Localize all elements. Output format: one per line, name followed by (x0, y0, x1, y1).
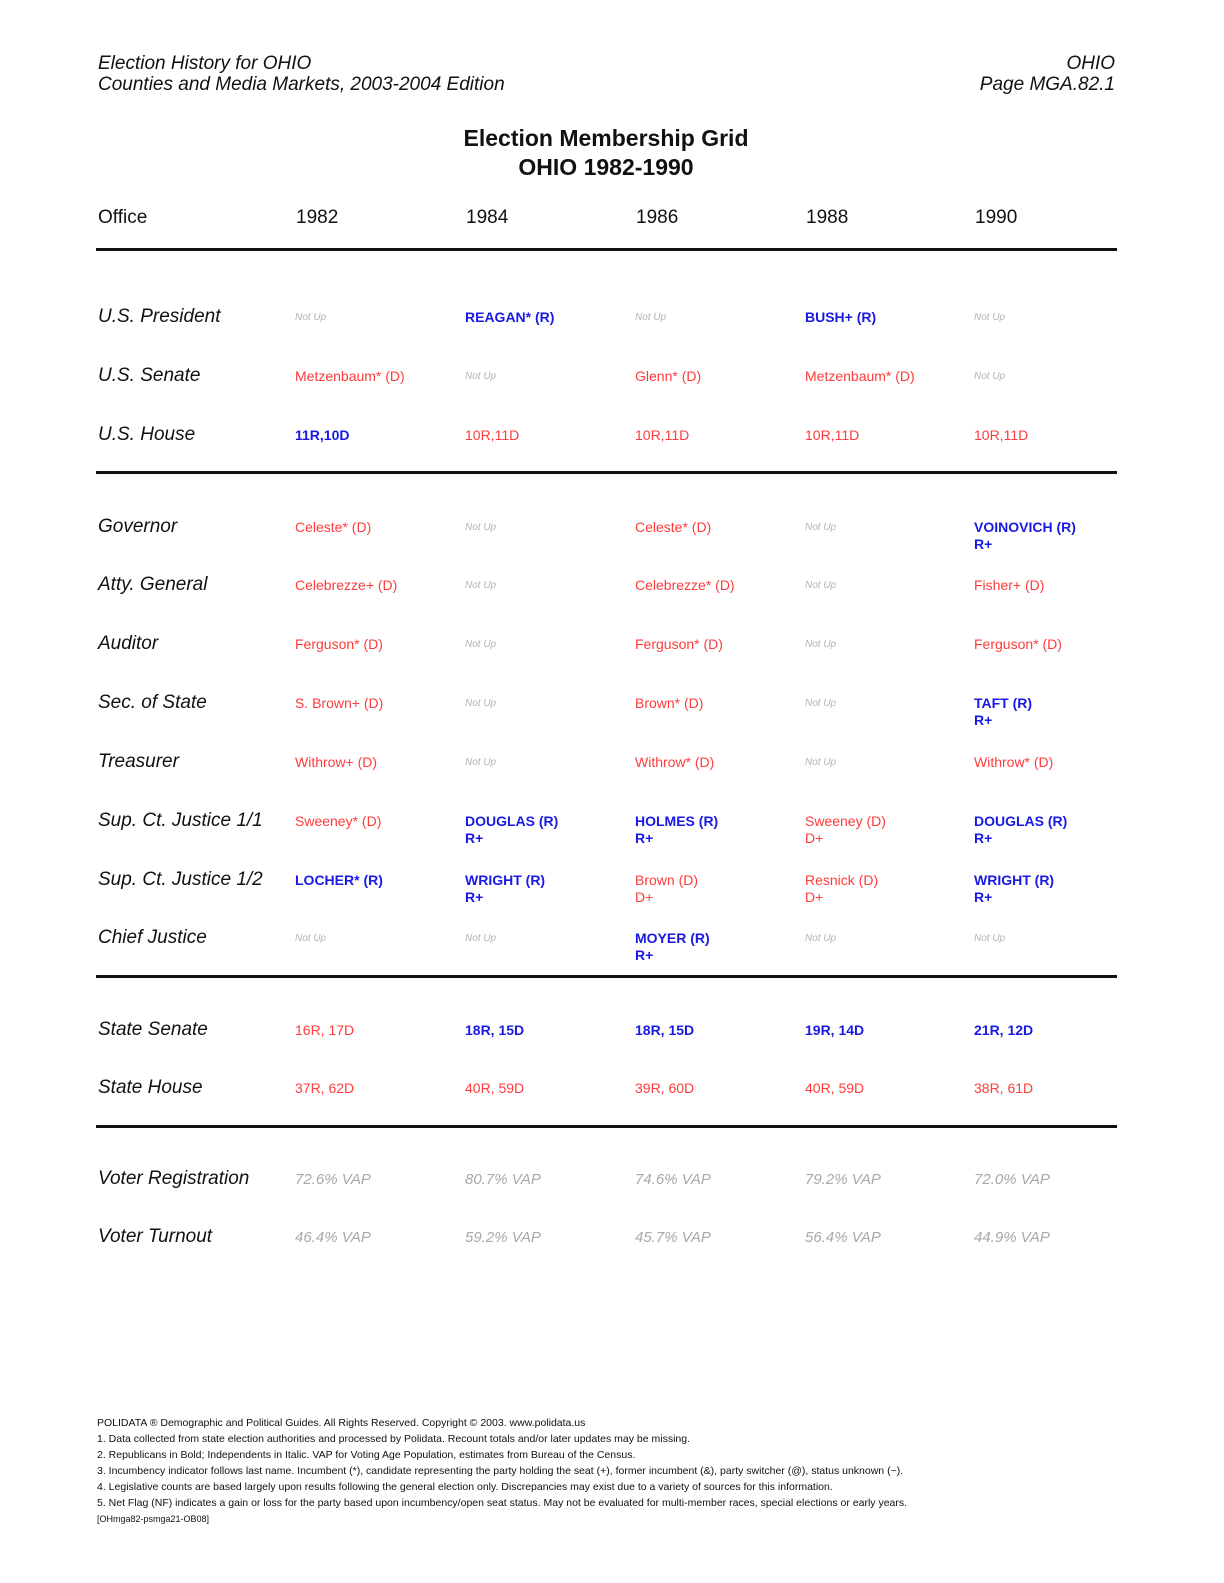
cell-senate-1990 (974, 368, 1005, 385)
cell-result: 16R, 17D (295, 1022, 355, 1038)
cell-result: Celeste* (D) (635, 519, 712, 535)
cell-result: Not Up (805, 580, 837, 591)
row-label-chief-justice: Chief Justice (98, 927, 207, 948)
cell-result: 18R, 15D (635, 1022, 695, 1038)
cell-result: 38R, 61D (974, 1080, 1034, 1096)
cell-net-flag: D+ (635, 889, 654, 905)
column-header-1988: 1988 (806, 207, 849, 228)
cell-result: VOINOVICH (R) (974, 519, 1076, 535)
cell-result: 40R, 59D (805, 1080, 865, 1096)
row-label-house: U.S. House (98, 424, 196, 445)
row-label-president: U.S. President (98, 306, 221, 327)
cell-treasurer-1986 (635, 754, 714, 771)
cell-net-flag: R+ (635, 947, 654, 963)
cell-state-house-1990 (974, 1080, 1033, 1097)
cell-net-flag: D+ (805, 830, 824, 846)
cell-voter-turnout-1982 (295, 1229, 371, 1246)
header-subtitle: Counties and Media Markets, 2003-2004 Edition (98, 74, 505, 95)
header-title: Election History for OHIO (98, 53, 312, 74)
cell-net-flag: R+ (465, 830, 484, 846)
cell-senate-1986 (635, 368, 701, 385)
cell-result: Resnick (D) (805, 872, 879, 888)
cell-result: TAFT (R) (974, 695, 1033, 711)
cell-result: Brown* (D) (635, 695, 704, 711)
cell-net-flag: R+ (974, 536, 993, 552)
cell-result: Not Up (465, 522, 497, 533)
cell-result: 18R, 15D (465, 1022, 525, 1038)
cell-governor-1984 (465, 519, 496, 536)
cell-net-flag: R+ (635, 830, 654, 846)
header-page-number: Page MGA.82.1 (979, 74, 1115, 95)
cell-result: Sweeney* (D) (295, 813, 382, 829)
cell-result: 45.7% VAP (635, 1229, 711, 1246)
cell-justice-1-2-1982 (295, 872, 383, 889)
cell-result: 11R,10D (295, 427, 350, 443)
cell-result: 21R, 12D (974, 1022, 1034, 1038)
cell-result: 10R,11D (974, 427, 1029, 443)
cell-justice-1-2-1988 (805, 872, 878, 906)
cell-voter-registration-1988 (805, 1171, 881, 1188)
cell-sec-state-1986 (635, 695, 703, 712)
cell-treasurer-1984 (465, 754, 496, 771)
cell-justice-1-1-1986 (635, 813, 718, 847)
row-label-justice-1-2: Sup. Ct. Justice 1/2 (98, 869, 263, 890)
cell-result: 44.9% VAP (974, 1229, 1050, 1246)
cell-result: Not Up (805, 757, 837, 768)
cell-voter-registration-1990 (974, 1171, 1050, 1188)
cell-result: Not Up (974, 371, 1006, 382)
cell-voter-turnout-1988 (805, 1229, 881, 1246)
cell-state-house-1984 (465, 1080, 524, 1097)
cell-result: Not Up (974, 312, 1006, 323)
document-header-right (980, 53, 1115, 95)
footnote-5: 5. Net Flag (NF) indicates a gain or loss for the party based upon incumbency/open seat status. May not be evaluated for multi-member races, special elections or early years. (97, 1497, 908, 1509)
cell-justice-1-1-1988 (805, 813, 886, 847)
column-header-1986: 1986 (636, 207, 679, 228)
cell-net-flag: R+ (974, 889, 993, 905)
cell-voter-registration-1984 (465, 1171, 541, 1188)
cell-result: Sweeney (D) (805, 813, 886, 829)
cell-atty-general-1982 (295, 577, 397, 594)
cell-net-flag: R+ (974, 712, 993, 728)
cell-sec-state-1990 (974, 695, 1032, 729)
cell-result: 80.7% VAP (465, 1171, 541, 1188)
cell-atty-general-1984 (465, 577, 496, 594)
cell-result: HOLMES (R) (635, 813, 719, 829)
cell-net-flag: R+ (465, 889, 484, 905)
cell-result: 72.0% VAP (974, 1171, 1050, 1188)
cell-president-1984 (465, 309, 554, 326)
cell-result: BUSH+ (R) (805, 309, 877, 325)
cell-result: Not Up (465, 757, 497, 768)
cell-president-1986 (635, 309, 666, 326)
cell-state-senate-1990 (974, 1022, 1033, 1039)
cell-result: Not Up (465, 933, 497, 944)
row-label-senate: U.S. Senate (98, 365, 201, 386)
cell-auditor-1982 (295, 636, 383, 653)
federal-section-divider (96, 471, 1117, 474)
row-label-justice-1-1: Sup. Ct. Justice 1/1 (98, 810, 263, 831)
cell-house-1984 (465, 427, 519, 444)
footnote-3: 3. Incumbency indicator follows last name. Incumbent (*), candidate representing the party holding the seat (+), former incumbent (&), party switcher (@), status unknown (~). (97, 1465, 904, 1477)
cell-result: MOYER (R) (635, 930, 710, 946)
cell-result: 46.4% VAP (295, 1229, 371, 1246)
cell-result: 59.2% VAP (465, 1229, 541, 1246)
row-label-auditor: Auditor (98, 633, 159, 654)
header-state: OHIO (1066, 53, 1115, 74)
cell-result: S. Brown+ (D) (295, 695, 384, 711)
cell-result: Fisher+ (D) (974, 577, 1045, 593)
cell-result: 79.2% VAP (805, 1171, 881, 1188)
cell-treasurer-1990 (974, 754, 1053, 771)
cell-result: Not Up (295, 312, 327, 323)
cell-result: DOUGLAS (R) (974, 813, 1068, 829)
cell-state-senate-1984 (465, 1022, 524, 1039)
row-label-state-house: State House (98, 1077, 203, 1098)
cell-auditor-1990 (974, 636, 1062, 653)
cell-chief-justice-1988 (805, 930, 836, 947)
column-header-1984: 1984 (466, 207, 509, 228)
cell-voter-registration-1982 (295, 1171, 371, 1188)
cell-governor-1988 (805, 519, 836, 536)
cell-state-house-1986 (635, 1080, 694, 1097)
cell-president-1982 (295, 309, 326, 326)
cell-result: 40R, 59D (465, 1080, 525, 1096)
column-header-1990: 1990 (975, 207, 1018, 228)
cell-chief-justice-1990 (974, 930, 1005, 947)
cell-result: Not Up (805, 639, 837, 650)
cell-atty-general-1988 (805, 577, 836, 594)
cell-chief-justice-1982 (295, 930, 326, 947)
grid-title-line1: Election Membership Grid (463, 125, 749, 151)
footnote-1: 1. Data collected from state election authorities and processed by Polidata. Recount totals and/or later updates may be missing. (97, 1433, 690, 1445)
cell-result: Not Up (805, 698, 837, 709)
cell-result: Celebrezze+ (D) (295, 577, 398, 593)
cell-result: LOCHER* (R) (295, 872, 383, 888)
cell-sec-state-1984 (465, 695, 496, 712)
cell-result: 72.6% VAP (295, 1171, 371, 1188)
cell-result: WRIGHT (R) (974, 872, 1055, 888)
copyright-line: POLIDATA ® Demographic and Political Guides. All Rights Reserved. Copyright © 2003. www.polidata.us (97, 1417, 586, 1429)
cell-state-senate-1986 (635, 1022, 694, 1039)
row-label-voter-registration: Voter Registration (98, 1168, 250, 1189)
row-label-governor: Governor (98, 516, 178, 537)
document-header-left (98, 53, 505, 95)
document-code: [OHmga82-psmga21-OB08] (97, 1514, 210, 1524)
grid-title-line2: OHIO 1982-1990 (518, 154, 694, 180)
cell-state-house-1988 (805, 1080, 864, 1097)
cell-result: 74.6% VAP (635, 1171, 711, 1188)
cell-voter-registration-1986 (635, 1171, 711, 1188)
cell-result: Celeste* (D) (295, 519, 372, 535)
cell-result: Not Up (465, 698, 497, 709)
cell-result: Not Up (805, 933, 837, 944)
cell-governor-1982 (295, 519, 371, 536)
cell-result: 10R,11D (635, 427, 690, 443)
cell-atty-general-1986 (635, 577, 735, 594)
grid-title (0, 124, 1212, 182)
footnotes (97, 1415, 907, 1527)
cell-house-1988 (805, 427, 859, 444)
cell-governor-1986 (635, 519, 711, 536)
cell-result: WRIGHT (R) (465, 872, 546, 888)
cell-net-flag: D+ (805, 889, 824, 905)
header-divider (96, 248, 1117, 251)
cell-state-house-1982 (295, 1080, 354, 1097)
cell-result: Metzenbaum* (D) (805, 368, 915, 384)
cell-justice-1-1-1984 (465, 813, 558, 847)
cell-sec-state-1988 (805, 695, 836, 712)
cell-result: REAGAN* (R) (465, 309, 555, 325)
cell-result: Not Up (465, 639, 497, 650)
footnote-4: 4. Legislative counts are based largely upon results following the general election only. Discrepancies may exist due to a variety of sources for this information. (97, 1481, 833, 1493)
cell-state-senate-1982 (295, 1022, 354, 1039)
row-label-treasurer: Treasurer (98, 751, 179, 772)
cell-governor-1990 (974, 519, 1076, 553)
cell-justice-1-2-1986 (635, 872, 698, 906)
legislature-section-divider (96, 1125, 1117, 1128)
cell-result: Ferguson* (D) (974, 636, 1062, 652)
cell-justice-1-1-1990 (974, 813, 1067, 847)
cell-result: Not Up (805, 522, 837, 533)
cell-result: Ferguson* (D) (295, 636, 383, 652)
column-header-office: Office (98, 207, 148, 228)
cell-result: Not Up (465, 580, 497, 591)
cell-senate-1982 (295, 368, 405, 385)
cell-treasurer-1982 (295, 754, 377, 771)
cell-president-1988 (805, 309, 876, 326)
cell-house-1982 (295, 427, 349, 444)
cell-voter-turnout-1990 (974, 1229, 1050, 1246)
cell-net-flag: R+ (974, 830, 993, 846)
cell-result: 10R,11D (465, 427, 520, 443)
cell-result: Not Up (974, 933, 1006, 944)
cell-atty-general-1990 (974, 577, 1044, 594)
cell-justice-1-2-1990 (974, 872, 1054, 906)
cell-result: Withrow* (D) (974, 754, 1054, 770)
footnote-2: 2. Republicans in Bold; Independents in Italic. VAP for Voting Age Population, estimates from Bureau of the Census. (97, 1449, 636, 1461)
cell-result: Ferguson* (D) (635, 636, 723, 652)
cell-result: Withrow+ (D) (295, 754, 378, 770)
cell-treasurer-1988 (805, 754, 836, 771)
cell-sec-state-1982 (295, 695, 383, 712)
cell-chief-justice-1986 (635, 930, 710, 964)
cell-senate-1984 (465, 368, 496, 385)
cell-justice-1-2-1984 (465, 872, 545, 906)
cell-senate-1988 (805, 368, 915, 385)
row-label-state-senate: State Senate (98, 1019, 208, 1040)
cell-result: DOUGLAS (R) (465, 813, 559, 829)
cell-result: Celebrezze* (D) (635, 577, 735, 593)
cell-result: 19R, 14D (805, 1022, 865, 1038)
cell-chief-justice-1984 (465, 930, 496, 947)
cell-result: Glenn* (D) (635, 368, 702, 384)
cell-state-senate-1988 (805, 1022, 864, 1039)
cell-result: Withrow* (D) (635, 754, 715, 770)
cell-result: 39R, 60D (635, 1080, 695, 1096)
cell-result: Brown (D) (635, 872, 699, 888)
statewide-section-divider (96, 975, 1117, 978)
cell-auditor-1984 (465, 636, 496, 653)
cell-voter-turnout-1986 (635, 1229, 711, 1246)
column-header-1982: 1982 (296, 207, 339, 228)
cell-result: Not Up (465, 371, 497, 382)
row-label-atty-general: Atty. General (98, 574, 208, 595)
cell-result: 10R,11D (805, 427, 860, 443)
cell-justice-1-1-1982 (295, 813, 381, 830)
cell-voter-turnout-1984 (465, 1229, 541, 1246)
cell-auditor-1988 (805, 636, 836, 653)
cell-auditor-1986 (635, 636, 723, 653)
cell-president-1990 (974, 309, 1005, 326)
cell-result: Not Up (635, 312, 667, 323)
cell-house-1990 (974, 427, 1028, 444)
cell-result: 56.4% VAP (805, 1229, 881, 1246)
cell-result: 37R, 62D (295, 1080, 355, 1096)
row-label-sec-state: Sec. of State (98, 692, 207, 713)
cell-result: Not Up (295, 933, 327, 944)
cell-house-1986 (635, 427, 689, 444)
row-label-voter-turnout: Voter Turnout (98, 1226, 213, 1247)
cell-result: Metzenbaum* (D) (295, 368, 405, 384)
